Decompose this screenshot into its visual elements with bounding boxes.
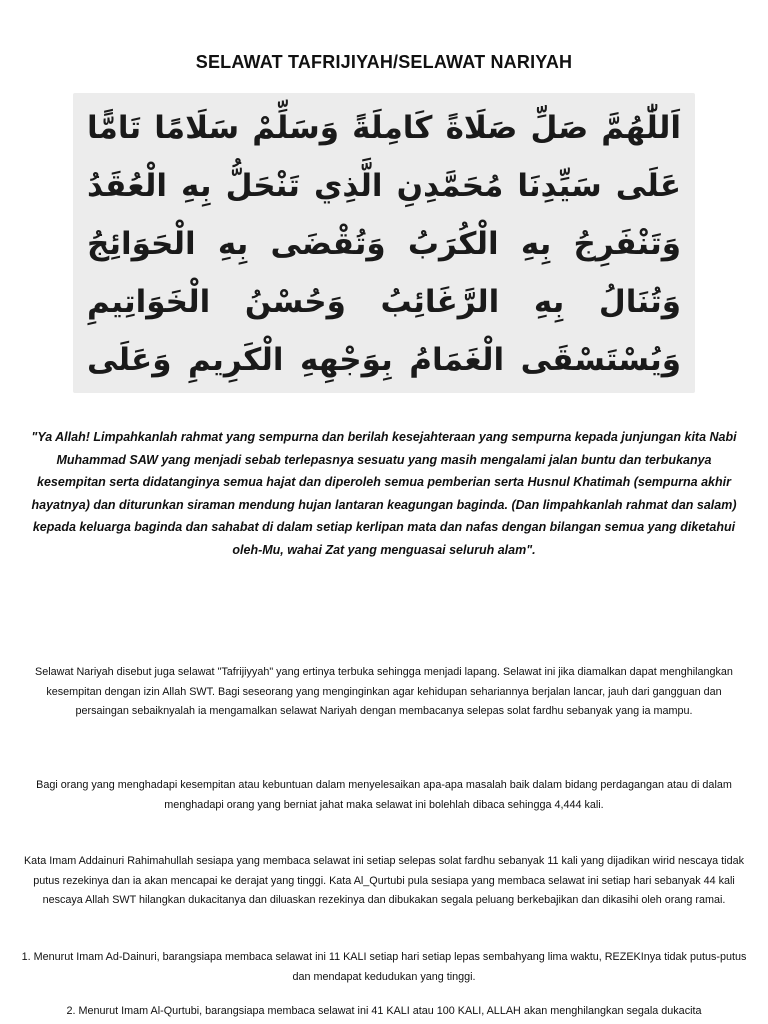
- arabic-prayer-text: اَللّٰهُمَّ صَلِّ صَلَاةً كَامِلَةً وَسَلِّمْ سَلَامًا تَامًّا عَلَى سَيِّدِنَا مُحَمَّدِنِ الَّذِي تَنْحَلُّ بِهِ الْعُقَدُ وَتَنْفَرِجُ بِهِ الْكُرَبُ وَتُقْضَى بِهِ الْحَوَائِجُ وَتُنَالُ بِهِ الرَّغَائِبُ وَحُسْنُ الْخَوَاتِيمِ وَيُسْتَسْقَى الْغَمَامُ بِوَجْهِهِ الْكَرِيمِ وَعَلَى: [87, 110, 681, 378]
- page-title: SELAWAT TAFRIJIYAH/SELAWAT NARIYAH: [195, 52, 573, 72]
- body-paragraph-1: Selawat Nariyah disebut juga selawat "Tafrijiyyah" yang ertinya terbuka sehingga menjadi lapang. Selawat ini jika diamalkan dapat menghilangkan kesempitan dengan izin Allah SWT. Bagi seseorang yang menginginkan agar kehidupan sehariannya berjalan lancar, jauh dari gangguan dan persaingan sebaiknyalah ia mengamalkan selawat Nariyah dengan membacanya selepas solat fardhu sebanyak yang ia mampu.: [35, 666, 733, 717]
- translation-text: "Ya Allah! Limpahkanlah rahmat yang sempurna dan berilah kesejahteraan yang sempurna kepada junjungan kita Nabi Muhammad SAW yang menjadi sebab terlepasnya sesuatu yang masih mengalami jalan buntu dan terbukanya kesempitan serta didatanginya semua hajat dan diperoleh semua pemberian serta Husnul Khatimah (sempurna akhir hayatnya) dan diturunkan siraman mendung hujan lantaran keagungan baginda. (Dan limpahkanlah rahmat dan salam) kepada keluarga baginda dan sahabat di dalam setiap kerlipan mata dan nafas dengan bilangan semua yang diketahui oleh-Mu, wahai Zat yang menguasai seluruh alam".: [31, 430, 737, 557]
- body-paragraph-2: Bagi orang yang menghadapi kesempitan atau kebuntuan dalam menyelesaikan apa-apa masalah baik dalam bidang perdagangan atau di dalam menghadapi orang yang berniat jahat maka selawat ini bolehlah dibaca sehingga 4,444 kali.: [36, 779, 732, 811]
- arabic-prayer-image: [73, 93, 695, 393]
- body-paragraph-3: Kata Imam Addainuri Rahimahullah sesiapa yang membaca selawat ini setiap selepas solat fardhu sebanyak 11 kali yang dijadikan wirid nescaya tidak putus rezekinya dan ia akan mencapai ke derajat yang tinggi. Kata Al_Qurtubi pula sesiapa yang membaca selawat ini setiap hari sebanyak 44 kali nescaya Allah SWT hilangkan dukacitanya dan diluaskan rezekinya dan dibukakan segala peluang berkebajikan dan dikasihi oleh orang ramai.: [23, 855, 744, 906]
- body-paragraph-5: 2. Menurut Imam Al-Qurtubi, barangsiapa membaca selawat ini 41 KALI atau 100 KALI, ALLAH akan menghilangkan segala dukacita: [66, 1005, 702, 1017]
- body-paragraph-4: 1. Menurut Imam Ad-Dainuri, barangsiapa membaca selawat ini 11 KALI setiap hari setiap lepas sembahyang lima waktu, REZEKInya tidak putus-putus dan mendapat kedudukan yang tinggi.: [21, 951, 747, 983]
